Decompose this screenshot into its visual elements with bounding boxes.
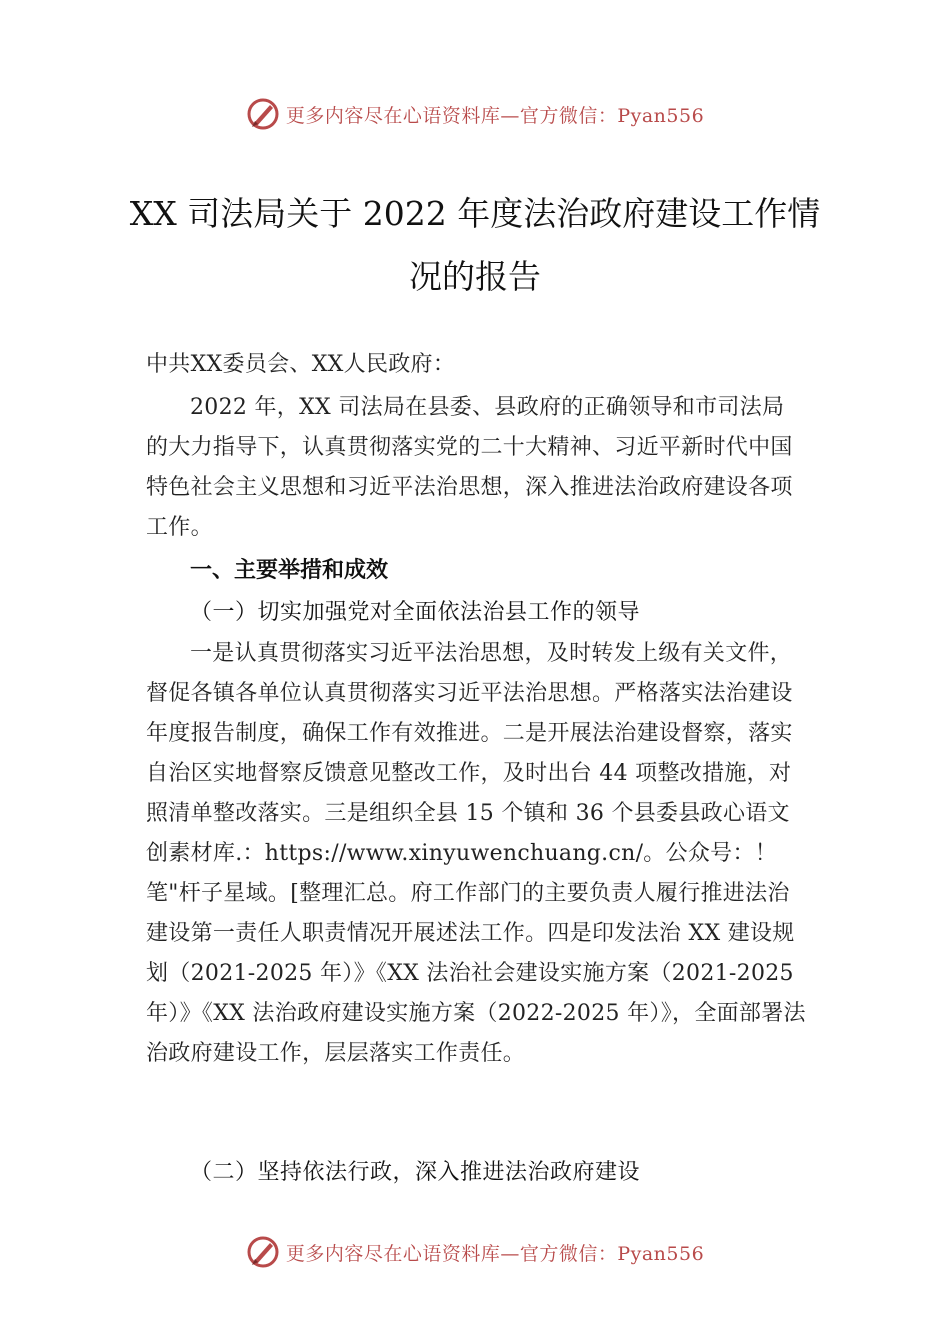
pen-circle-logo-icon [246, 97, 280, 131]
subsection-heading-2: （二）坚持依法行政，深入推进法治政府建设 [190, 1160, 641, 1185]
subsection-heading-1: （一）切实加强党对全面依法治县工作的领导 [190, 600, 641, 625]
watermark-text: 更多内容尽在心语资料库—官方微信：Pyan556 [285, 104, 705, 127]
document-title: XX 司法局关于 2022 年度法治政府建设工作情况的报告 [129, 194, 821, 296]
watermark-banner-bottom [0, 1232, 950, 1272]
salutation: 中共XX委员会、XX人民政府： [146, 352, 456, 377]
section-heading-1: 一、主要举措和成效 [190, 558, 389, 583]
watermark-banner-top [0, 94, 950, 134]
watermark-text: 更多内容尽在心语资料库—官方微信：Pyan556 [285, 1242, 705, 1265]
subsection-1-body: 一是认真贯彻落实习近平法治思想，及时转发上级有关文件，督促各镇各单位认真贯彻落实习近平法治思想。严格落实法治建设年度报告制度，确保工作有效推进。二是开展法治建设督察，落实自治区实地督察反馈意见整改工作，及时出台 44 项整改措施，对照清单整改落实。三是组织全县 15 个镇和 36 个县委县政心语文创素材库.：https://www.xinyuwenchuang.cn/。公众号：！笔"杆子星域。[整理汇总。府工作部门的主要负责人履行推进法治建设第一责任人职责情况开展述法工作。四是印发法治 XX 建设规划（2021-2025 年）》《XX 法治社会建设实施方案（2021-2025 年）》《XX 法治政府建设实施方案（2022-2025 年）》，全面部署法治政府建设工作，层层落实工作责任。 [146, 641, 806, 1066]
pen-circle-logo-icon [246, 1235, 280, 1269]
intro-paragraph: 2022 年，XX 司法局在县委、县政府的正确领导和市司法局的大力指导下，认真贯彻落实党的二十大精神、习近平新时代中国特色社会主义思想和习近平法治思想，深入推进法治政府建设各项工作。 [146, 395, 793, 540]
